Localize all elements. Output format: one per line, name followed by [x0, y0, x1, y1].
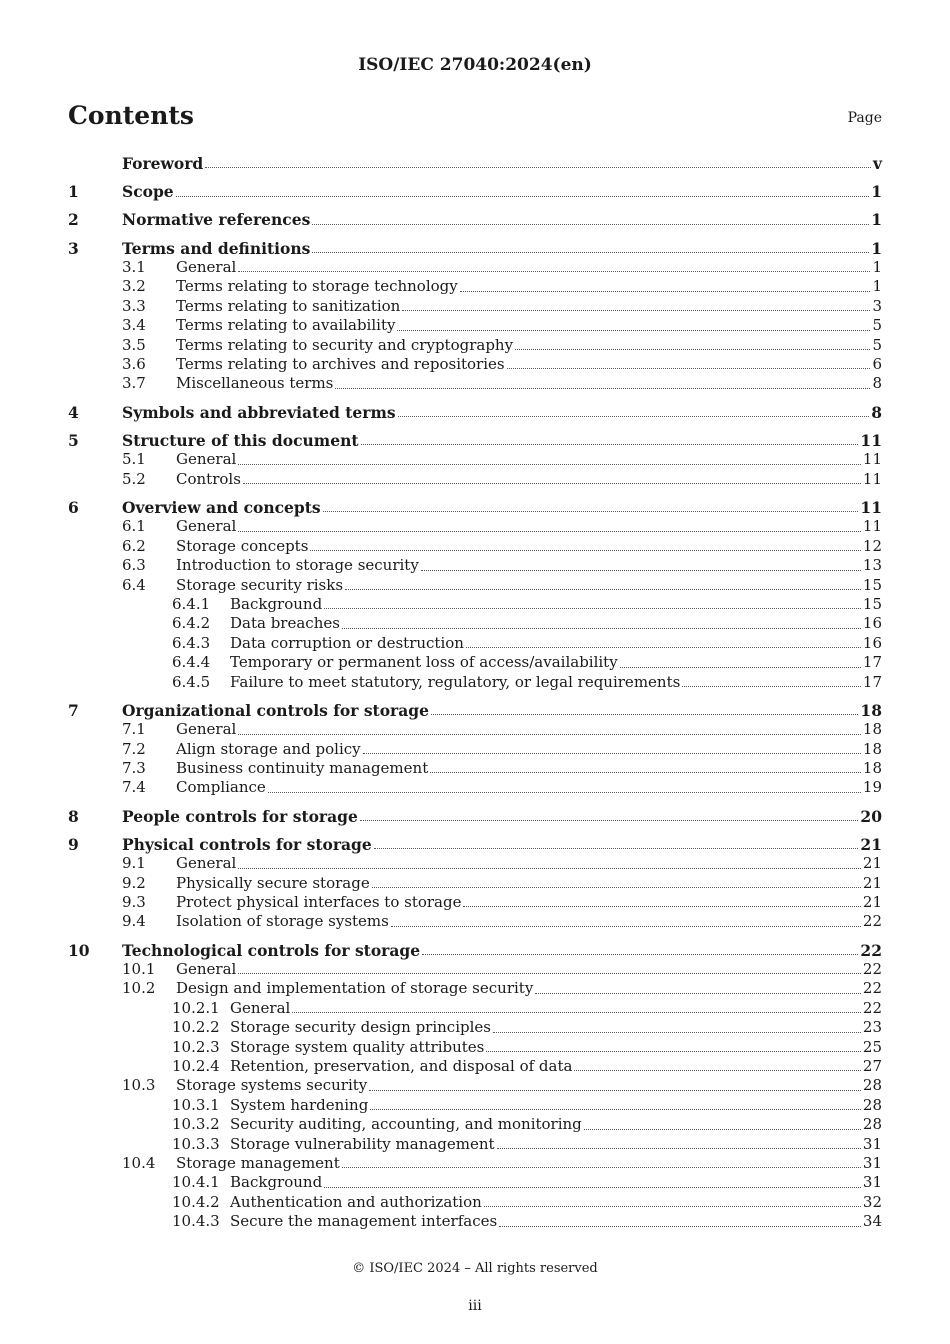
toc-entry-title: Storage security design principles: [230, 1018, 491, 1037]
toc-entry[interactable]: [68, 403, 882, 422]
toc-entry[interactable]: [68, 1018, 882, 1037]
toc-entry-title: Terms relating to sanitization: [176, 296, 401, 315]
toc-entry-title: Terms relating to storage technology: [176, 277, 458, 296]
toc-entry[interactable]: [68, 336, 882, 355]
page-column-label: Page: [847, 110, 882, 126]
toc-dot-leader: [310, 549, 861, 551]
toc-entry-title: Technological controls for storage: [122, 940, 421, 960]
toc-dot-leader: [342, 1166, 861, 1168]
toc-entry-number: 3.5: [122, 335, 146, 354]
toc-dot-leader: [369, 1089, 861, 1091]
toc-dot-leader: [238, 733, 861, 735]
toc-entry-page: 11: [860, 497, 882, 517]
toc-entry-title: General: [176, 854, 237, 873]
toc-entry-page: 17: [862, 672, 882, 691]
toc-entry-page: 5: [872, 335, 882, 354]
toc-entry-number: 7.4: [122, 778, 146, 797]
toc-entry-title: Business continuity management: [176, 758, 429, 777]
toc-entry[interactable]: [68, 634, 882, 653]
toc-entry-page: 27: [862, 1057, 882, 1076]
toc-entry-number: 10.2.1: [172, 998, 220, 1017]
toc-entry-title: Storage vulnerability management: [230, 1134, 495, 1153]
toc-entry-title: Storage system quality attributes: [230, 1037, 485, 1056]
toc-entry[interactable]: [68, 1076, 882, 1095]
toc-entry-page: 22: [862, 960, 882, 978]
toc-entry-number: 10.3.2: [172, 1115, 220, 1134]
toc-entry-page: 28: [862, 1115, 882, 1134]
toc-entry-title: Protect physical interfaces to storage: [176, 892, 462, 911]
toc-entry-title: Normative references: [122, 210, 311, 230]
toc-entry[interactable]: [68, 1135, 882, 1154]
toc-dot-leader: [515, 348, 870, 350]
toc-dot-leader: [499, 1225, 861, 1227]
toc-entry-number: 10.2.3: [172, 1037, 220, 1056]
toc-dot-leader: [323, 510, 859, 512]
toc-entry-page: 16: [862, 614, 882, 633]
toc-dot-leader: [397, 329, 870, 331]
toc-entry-page: 6: [872, 355, 882, 374]
toc-entry-title: Terms and definitions: [122, 238, 311, 258]
toc-dot-leader: [238, 463, 861, 465]
toc-entry-page: 5: [872, 316, 882, 335]
toc-entry[interactable]: [68, 517, 882, 536]
toc-entry-number: 10: [68, 940, 90, 960]
toc-entry-title: General: [176, 960, 237, 978]
toc-entry-title: Storage security risks: [176, 575, 344, 594]
toc-entry-number: 4: [68, 402, 79, 422]
toc-entry[interactable]: [68, 498, 882, 517]
toc-entry-page: 8: [871, 402, 882, 422]
toc-entry-page: 18: [862, 739, 882, 758]
toc-entry[interactable]: [68, 740, 882, 759]
toc-entry-page: 31: [862, 1154, 882, 1173]
toc-entry-page: 25: [862, 1037, 882, 1056]
toc-entry[interactable]: [68, 999, 882, 1018]
toc-entry-page: 16: [862, 633, 882, 652]
toc-dot-leader: [360, 819, 859, 821]
toc-entry-number: 10.4: [122, 1154, 156, 1173]
toc-entry-title: Miscellaneous terms: [176, 374, 334, 393]
toc-dot-leader: [292, 1011, 861, 1013]
toc-entry-title: Temporary or permanent loss of access/availability: [230, 653, 618, 672]
toc-entry-title: Secure the management interfaces: [230, 1212, 498, 1231]
toc-dot-leader: [176, 195, 870, 197]
toc-dot-leader: [324, 1186, 861, 1188]
toc-entry-title: Organizational controls for storage: [122, 700, 429, 720]
toc-dot-leader: [484, 1205, 861, 1207]
toc-entry-page: 1: [871, 210, 882, 230]
toc-entry-number: 6.4.1: [172, 594, 211, 613]
toc-entry[interactable]: [68, 835, 882, 854]
toc-entry-number: 6.4.5: [172, 672, 211, 691]
toc-dot-leader: [312, 223, 869, 225]
toc-dot-leader: [268, 791, 861, 793]
toc-entry-number: 6.1: [122, 517, 146, 536]
toc-entry[interactable]: [68, 807, 882, 826]
toc-dot-leader: [682, 685, 861, 687]
toc-entry-page: 22: [862, 998, 882, 1017]
toc-entry[interactable]: [68, 614, 882, 633]
toc-entry-title: Authentication and authorization: [230, 1192, 482, 1211]
toc-entry-number: 10.2: [122, 979, 156, 998]
toc-entry-title: General: [176, 720, 237, 739]
toc-entry[interactable]: [68, 576, 882, 595]
toc-dot-leader: [486, 1050, 861, 1052]
toc-entry-page: 31: [862, 1134, 882, 1153]
toc-entry-title: Security auditing, accounting, and monitoring: [230, 1115, 582, 1134]
toc-entry[interactable]: [68, 182, 882, 201]
toc-entry-page: 21: [862, 892, 882, 911]
toc-dot-leader: [312, 251, 869, 253]
toc-entry-number: 6.2: [122, 536, 146, 555]
toc-entry-page: 8: [872, 374, 882, 393]
toc-entry-number: 10.4.2: [172, 1192, 220, 1211]
toc-dot-leader: [238, 867, 861, 869]
toc-entry-title: Background: [230, 594, 323, 613]
toc-entry-title: Data corruption or destruction: [230, 633, 464, 652]
toc-entry-title: Storage concepts: [176, 536, 309, 555]
toc-entry[interactable]: [68, 374, 882, 393]
toc-dot-leader: [493, 1031, 861, 1033]
toc-entry-number: 10.3: [122, 1076, 156, 1095]
toc-entry-title: Structure of this document: [122, 430, 359, 450]
toc-entry-number: 3: [68, 238, 79, 258]
toc-entry-title: Data breaches: [230, 614, 340, 633]
toc-entry-page: 3: [872, 296, 882, 315]
toc-entry-page: 28: [862, 1076, 882, 1095]
toc-entry-number: 3.1: [122, 258, 146, 277]
toc-dot-leader: [374, 847, 859, 849]
toc-dot-leader: [238, 270, 870, 272]
toc-entry-page: 22: [862, 979, 882, 998]
toc-entry-title: Align storage and policy: [176, 739, 361, 758]
toc-entry-number: 9.4: [122, 912, 146, 931]
toc-entry-title: Physically secure storage: [176, 873, 370, 892]
toc-entry[interactable]: [68, 701, 882, 720]
toc-entry-number: 10.3.1: [172, 1095, 220, 1114]
toc-entry-title: Terms relating to availability: [176, 316, 396, 335]
toc-entry-page: 18: [862, 720, 882, 739]
toc-entry[interactable]: [68, 960, 882, 979]
toc-dot-leader: [391, 925, 861, 927]
toc-entry[interactable]: [68, 556, 882, 575]
toc-entry-page: 20: [860, 806, 882, 826]
toc-entry-page: 1: [871, 238, 882, 258]
toc-entry[interactable]: [68, 1212, 882, 1231]
toc-entry-title: Design and implementation of storage security: [176, 979, 534, 998]
toc-entry-number: 7.2: [122, 739, 146, 758]
toc-entry-page: 1: [872, 258, 882, 277]
toc-entry-title: Storage systems security: [176, 1076, 368, 1095]
toc-entry-number: 10.4.1: [172, 1173, 220, 1192]
toc-entry-number: 7.1: [122, 720, 146, 739]
toc-dot-leader: [243, 482, 861, 484]
toc-entry-number: 6.4: [122, 575, 146, 594]
toc-entry-number: 6.4.4: [172, 653, 211, 672]
toc-dot-leader: [335, 387, 870, 389]
toc-entry-title: Terms relating to archives and repositories: [176, 355, 505, 374]
toc-dot-leader: [238, 530, 861, 532]
toc-entry[interactable]: [68, 893, 882, 912]
toc-entry-title: Physical controls for storage: [122, 834, 372, 854]
toc-dot-leader: [620, 666, 861, 668]
toc-dot-leader: [466, 646, 861, 648]
toc-entry[interactable]: [68, 979, 882, 998]
document-code-header: ISO/IEC 27040:2024(en): [358, 55, 592, 75]
toc-entry[interactable]: [68, 941, 882, 960]
toc-entry-page: 11: [862, 450, 882, 469]
toc-entry-number: 3.7: [122, 374, 146, 393]
toc-entry-page: 1: [872, 277, 882, 296]
toc-entry[interactable]: [68, 154, 882, 173]
toc-entry-number: 3.3: [122, 296, 146, 315]
toc-entry-title: Overview and concepts: [122, 497, 321, 517]
toc-dot-leader: [421, 569, 861, 571]
toc-entry-page: 18: [862, 758, 882, 777]
toc-entry-title: Terms relating to security and cryptography: [176, 335, 514, 354]
toc-entry[interactable]: [68, 912, 882, 931]
toc-dot-leader: [372, 886, 861, 888]
toc-entry-page: 11: [862, 469, 882, 488]
toc-entry[interactable]: [68, 210, 882, 229]
toc-entry-page: 18: [860, 700, 882, 720]
toc-entry-number: 5.2: [122, 469, 146, 488]
toc-entry-title: Isolation of storage systems: [176, 912, 389, 931]
toc-entry-title: Introduction to storage security: [176, 556, 419, 575]
toc-entry-number: 1: [68, 182, 79, 202]
toc-entry-number: 10.4.3: [172, 1212, 220, 1231]
toc-entry-number: 3.2: [122, 277, 146, 296]
toc-entry-number: 7: [68, 700, 79, 720]
toc-entry-title: General: [230, 998, 291, 1017]
toc-entry-page: 28: [862, 1095, 882, 1114]
toc-dot-leader: [574, 1069, 860, 1071]
toc-entry[interactable]: [68, 297, 882, 316]
toc-dot-leader: [460, 290, 871, 292]
toc-dot-leader: [507, 367, 871, 369]
toc-entry[interactable]: [68, 653, 882, 672]
toc-entry-number: 6.4.3: [172, 633, 211, 652]
toc-dot-leader: [238, 972, 861, 974]
toc-entry-title: General: [176, 517, 237, 536]
toc-entry-page: 34: [862, 1212, 882, 1231]
toc-dot-leader: [205, 166, 871, 168]
toc-entry[interactable]: [68, 1154, 882, 1173]
toc-entry-page: 23: [862, 1018, 882, 1037]
toc-entry-page: 22: [860, 940, 882, 960]
toc-entry[interactable]: [68, 1115, 882, 1134]
toc-entry-number: 5.1: [122, 450, 146, 469]
toc-entry-title: Foreword: [122, 154, 204, 173]
toc-entry-title: Storage management: [176, 1154, 340, 1173]
toc-entry[interactable]: [68, 450, 882, 469]
toc-entry-page: 32: [862, 1192, 882, 1211]
copyright-footer: © ISO/IEC 2024 – All rights reserved: [352, 1261, 598, 1276]
toc-entry[interactable]: [68, 1038, 882, 1057]
toc-entry-page: 19: [862, 778, 882, 797]
toc-entry-number: 3.4: [122, 316, 146, 335]
toc-entry-page: 11: [860, 430, 882, 450]
toc-entry-title: People controls for storage: [122, 806, 358, 826]
toc-entry-page: 21: [862, 854, 882, 873]
toc-entry[interactable]: [68, 316, 882, 335]
toc-entry-number: 3.6: [122, 355, 146, 374]
toc-entry[interactable]: [68, 537, 882, 556]
toc-entry-title: Scope: [122, 182, 174, 202]
toc-entry[interactable]: [68, 1193, 882, 1212]
toc-entry[interactable]: [68, 1096, 882, 1115]
toc-dot-leader: [370, 1108, 861, 1110]
toc-dot-leader: [361, 443, 859, 445]
toc-entry-page: 17: [862, 653, 882, 672]
toc-entry-page: 21: [862, 873, 882, 892]
toc-entry-title: General: [176, 450, 237, 469]
toc-entry-title: Symbols and abbreviated terms: [122, 402, 396, 422]
toc-entry-number: 7.3: [122, 758, 146, 777]
toc-entry-number: 8: [68, 806, 79, 826]
toc-entry-page: 31: [862, 1173, 882, 1192]
toc-dot-leader: [324, 607, 861, 609]
toc-entry[interactable]: [68, 854, 882, 873]
toc-entry-number: 10.3.3: [172, 1134, 220, 1153]
toc-entry[interactable]: [68, 595, 882, 614]
toc-entry-number: 10.2.2: [172, 1018, 220, 1037]
toc-entry-number: 5: [68, 430, 79, 450]
toc-entry-page: v: [872, 154, 882, 173]
toc-entry-title: Controls: [176, 469, 241, 488]
toc-dot-leader: [584, 1128, 861, 1130]
toc-entry-title: Retention, preservation, and disposal of data: [230, 1057, 573, 1076]
toc-dot-leader: [431, 713, 858, 715]
toc-entry-number: 10.2.4: [172, 1057, 220, 1076]
toc-entry[interactable]: [68, 720, 882, 739]
toc-entry-title: General: [176, 258, 237, 277]
toc-entry-number: 6.4.2: [172, 614, 211, 633]
toc-entry-number: 2: [68, 210, 79, 230]
toc-entry-number: 9: [68, 834, 79, 854]
toc-entry-number: 9.2: [122, 873, 146, 892]
toc-entry[interactable]: [68, 258, 882, 277]
toc-entry-page: 22: [862, 912, 882, 931]
toc-dot-leader: [535, 992, 861, 994]
toc-entry-number: 9.1: [122, 854, 146, 873]
toc-entry-title: Compliance: [176, 778, 266, 797]
toc-entry[interactable]: [68, 1173, 882, 1192]
toc-entry-title: Failure to meet statutory, regulatory, or legal requirements: [230, 672, 681, 691]
toc-dot-leader: [402, 309, 870, 311]
toc-entry-number: 6: [68, 497, 79, 517]
toc-entry-number: 9.3: [122, 892, 146, 911]
toc-entry-number: 10.1: [122, 960, 156, 978]
toc-entry-page: 13: [862, 556, 882, 575]
toc-entry[interactable]: [68, 778, 882, 797]
toc-entry-page: 15: [862, 594, 882, 613]
page-number: iii: [468, 1298, 482, 1314]
toc-entry[interactable]: [68, 431, 882, 450]
toc-entry-page: 21: [860, 834, 882, 854]
toc-dot-leader: [497, 1147, 861, 1149]
toc-dot-leader: [363, 752, 861, 754]
toc-entry-page: 12: [862, 536, 882, 555]
toc-entry-page: 15: [862, 575, 882, 594]
toc-dot-leader: [463, 905, 860, 907]
toc-entry[interactable]: [68, 239, 882, 258]
toc-dot-leader: [342, 627, 861, 629]
toc-entry[interactable]: [68, 673, 882, 692]
toc-entry[interactable]: [68, 355, 882, 374]
toc-entry[interactable]: [68, 1057, 882, 1076]
toc-dot-leader: [430, 771, 861, 773]
page-title: Contents: [68, 101, 195, 130]
toc-dot-leader: [422, 953, 858, 955]
toc-dot-leader: [398, 415, 870, 417]
toc-entry-number: 6.3: [122, 556, 146, 575]
toc-entry-title: Background: [230, 1173, 323, 1192]
toc-entry-page: 11: [862, 517, 882, 536]
toc-entry[interactable]: [68, 759, 882, 778]
toc-entry-title: System hardening: [230, 1095, 369, 1114]
toc-entry[interactable]: [68, 277, 882, 296]
table-of-contents: [68, 154, 882, 1232]
toc-dot-leader: [345, 588, 861, 590]
toc-entry[interactable]: [68, 874, 882, 893]
toc-entry-page: 1: [871, 182, 882, 202]
toc-entry[interactable]: [68, 470, 882, 489]
